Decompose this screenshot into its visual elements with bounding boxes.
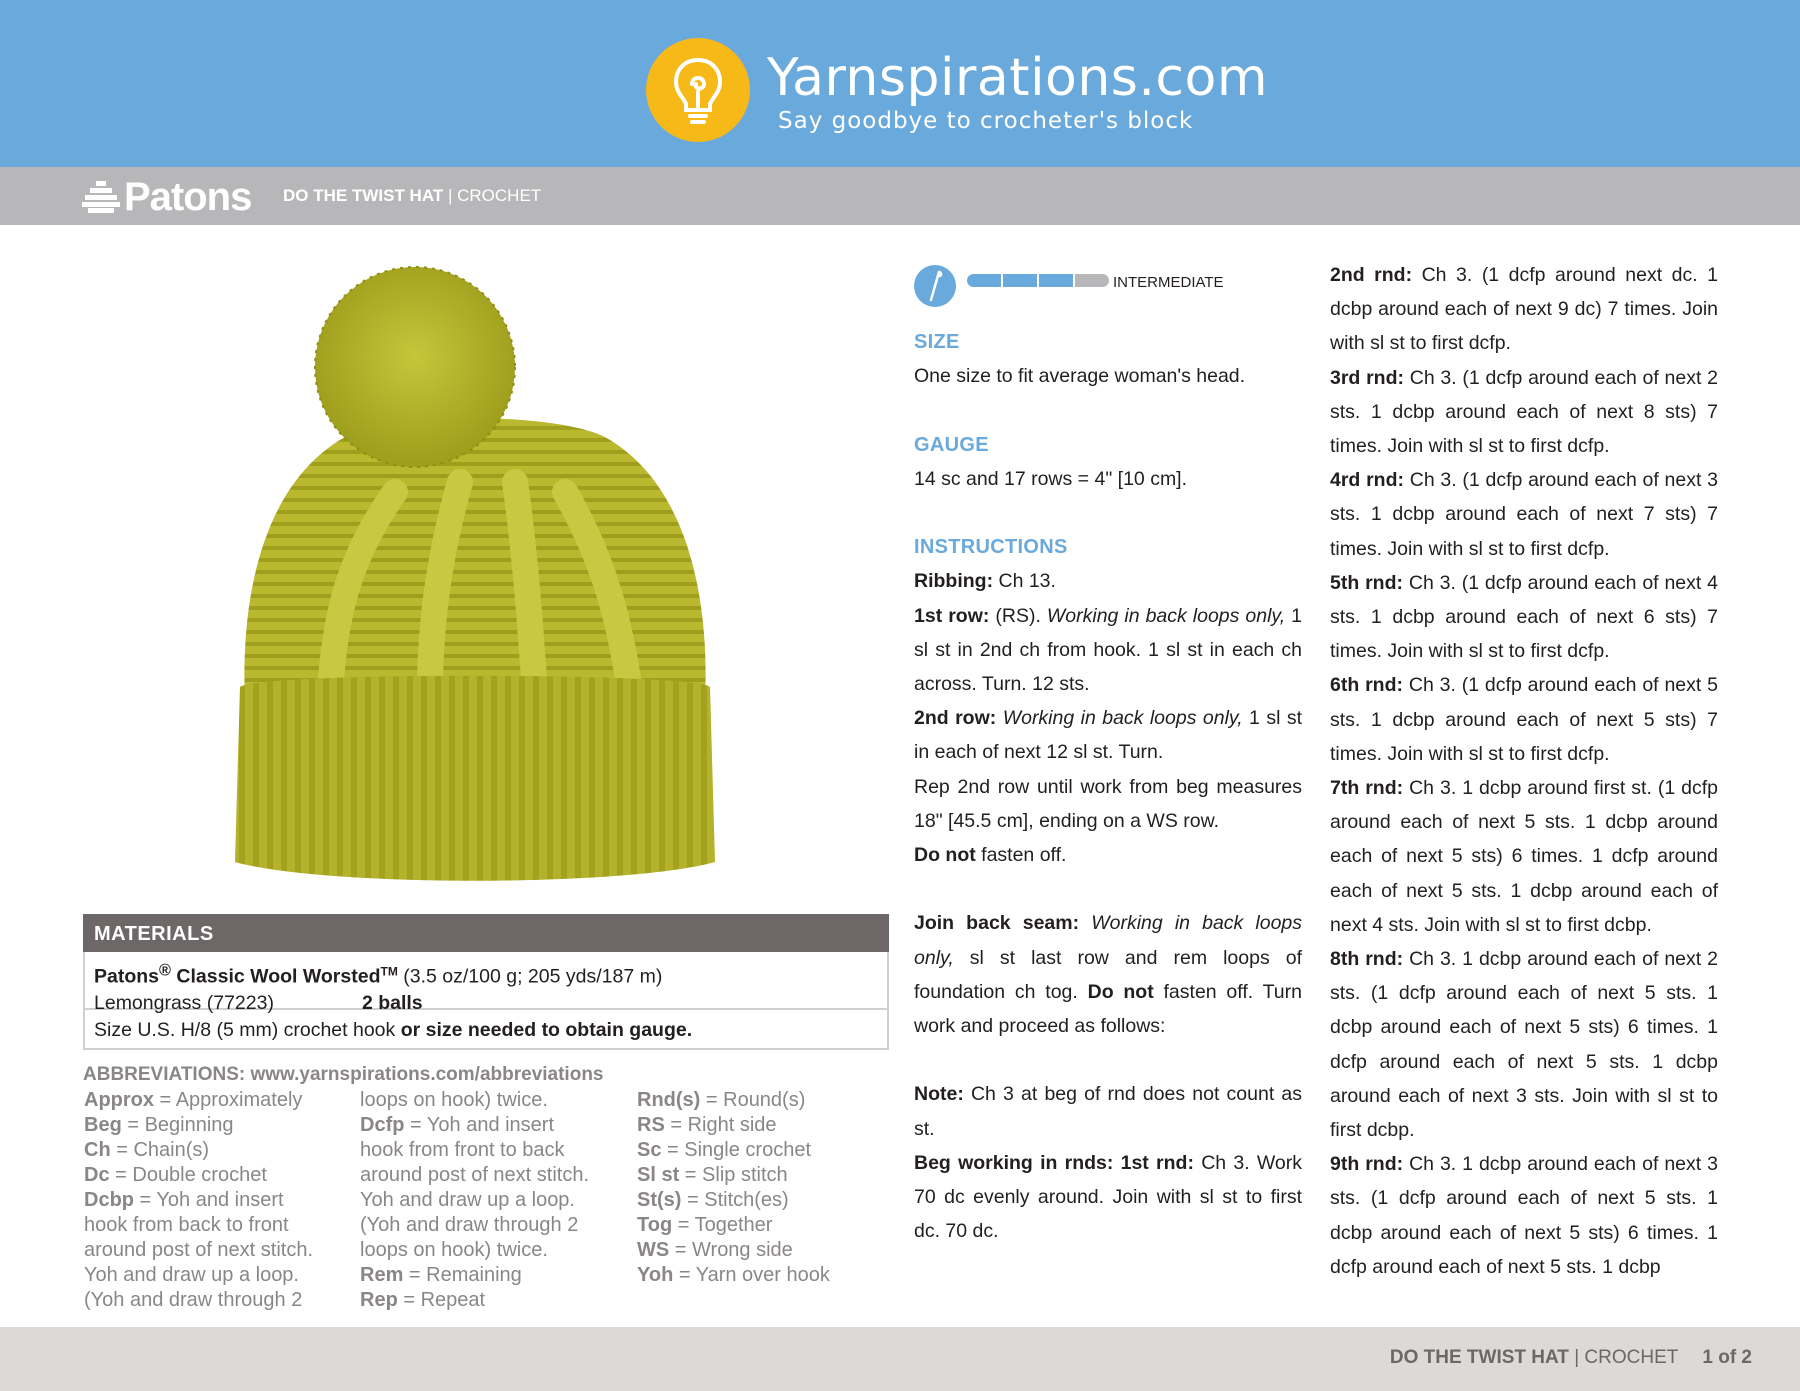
abbreviation-line: Yoh and draw up a loop. <box>360 1189 575 1211</box>
size-heading: SIZE <box>914 331 960 353</box>
row2-step: 2nd row: Working in back loops only, 1 sl st in each of next 12 sl st. Turn. <box>914 707 1302 764</box>
abbreviations-col-3 <box>637 1088 830 1288</box>
lightbulb-logo-icon <box>646 38 750 142</box>
row1-step: 1st row: (RS). Working in back loops only, 1 sl st in 2nd ch from hook. 1 sl st in each ch across. Turn. 12 sts. <box>914 604 1302 696</box>
abbreviation-line: WS = Wrong side <box>637 1239 793 1261</box>
abbreviations-heading[interactable]: ABBREVIATIONS: www.yarnspirations.com/abbreviations <box>83 1064 604 1085</box>
site-title[interactable]: Yarnspirations.com <box>767 48 1268 108</box>
abbreviation-line: hook from back to front <box>84 1214 289 1236</box>
materials-table <box>83 952 889 1050</box>
materials-yarn-row: Patons® Classic Wool Worsted™ (3.5 oz/100 g; 205 yds/187 m) Lemongrass (77223) 2 balls <box>85 952 887 1010</box>
patons-logo: Patons <box>82 177 251 217</box>
skill-level-label: INTERMEDIATE <box>1113 274 1224 291</box>
round-step: 2nd rnd: Ch 3. (1 dcfp around next dc. 1 dcbp around each of next 9 dc) 7 times. Join with sl st to first dcfp. <box>1330 264 1718 355</box>
rounds-column <box>1330 258 1718 1284</box>
yarn-color: Lemongrass (77223) <box>94 991 274 1014</box>
materials-heading: MATERIALS <box>83 914 889 952</box>
abbreviation-line: Beg = Beginning <box>84 1114 234 1136</box>
abbreviation-line: RS = Right side <box>637 1114 777 1136</box>
abbreviation-line: loops on hook) twice. <box>360 1089 548 1111</box>
page-footer <box>0 1327 1800 1391</box>
instructions-column <box>914 325 1302 1248</box>
abbreviation-line: Yoh and draw up a loop. <box>84 1264 299 1286</box>
patons-sheep-icon <box>82 181 120 213</box>
abbreviation-line: Ch = Chain(s) <box>84 1139 210 1161</box>
round-step: 7th rnd: Ch 3. 1 dcbp around first st. (1 dcfp around each of next 5 sts. 1 dcbp around each of next 5 sts) 6 times. 1 dcfp around each of next 5 sts. 1 dcbp around each of next 4 sts. Join with sl st to first dcbp. <box>1330 777 1718 936</box>
crochet-hook-icon <box>913 264 957 308</box>
abbreviation-line: Dcfp = Yoh and insert <box>360 1114 555 1136</box>
round-step: 3rd rnd: Ch 3. (1 dcfp around each of next 2 sts. 1 dcbp around each of next 8 sts) 7 times. Join with sl st to first dcfp. <box>1330 366 1718 458</box>
skill-segment <box>967 274 1001 287</box>
round-step: 5th rnd: Ch 3. (1 dcfp around each of next 4 sts. 1 dcbp around each of next 6 sts) 7 times. Join with sl st to first dcfp. <box>1330 571 1718 663</box>
size-text: One size to fit average woman's head. <box>914 365 1246 388</box>
abbreviation-line: St(s) = Stitch(es) <box>637 1189 789 1211</box>
abbreviation-line: loops on hook) twice. <box>360 1239 548 1261</box>
round-step: 4rd rnd: Ch 3. (1 dcfp around each of next 3 sts. 1 dcbp around each of next 7 sts) 7 times. Join with sl st to first dcfp. <box>1330 469 1718 560</box>
abbreviation-line: Approx = Approximately <box>84 1089 303 1111</box>
note-step: Note: Ch 3 at beg of rnd does not count as st. <box>914 1083 1302 1140</box>
site-tagline: Say goodbye to crocheter's block <box>778 108 1194 134</box>
hat-photo <box>225 262 725 892</box>
gauge-heading: GAUGE <box>914 433 989 456</box>
page-number: 1 of 2 <box>1702 1347 1752 1368</box>
abbreviation-line: Dc = Double crochet <box>84 1164 267 1186</box>
skill-segment <box>1003 274 1037 287</box>
round-step: 8th rnd: Ch 3. 1 dcbp around each of next 2 sts. (1 dcfp around each of next 5 sts. 1 dcbp around each of next 5 sts) 6 times. 1 dcfp around each of next 5 sts. 1 dcbp around each of next 3 sts. Join with sl st to first dcbp. <box>1330 948 1718 1142</box>
round-step: 9th rnd: Ch 3. 1 dcbp around each of next 3 sts. (1 dcfp around each of next 5 sts. 1 dcbp around each of next 5 sts) 6 times. 1 dcfp around each of next 5 sts. 1 dcbp <box>1330 1153 1718 1278</box>
ribbing-step: Ribbing: Ch 13. <box>914 570 1056 593</box>
abbreviation-line: Tog = Together <box>637 1214 773 1236</box>
abbreviation-line: Sl st = Slip stitch <box>637 1164 788 1186</box>
abbreviations-col-1 <box>84 1088 313 1313</box>
site-banner <box>0 0 1800 167</box>
abbreviations-col-2 <box>360 1088 589 1313</box>
abbreviation-line: Rem = Remaining <box>360 1264 522 1286</box>
abbreviation-line: around post of next stitch. <box>84 1239 314 1261</box>
yarn-quantity: 2 balls <box>361 991 423 1014</box>
abbreviation-line: Rep = Repeat <box>360 1289 486 1311</box>
skill-segment <box>1039 274 1073 287</box>
abbreviation-line: Rnd(s) = Round(s) <box>637 1089 806 1111</box>
instructions-heading: INSTRUCTIONS <box>914 536 1068 559</box>
abbreviation-line: (Yoh and draw through 2 <box>360 1214 579 1236</box>
abbreviation-line: hook from front to back <box>360 1139 565 1161</box>
join-seam-step: Join back seam: Working in back loops only, sl st last row and rem loops of foundation ch tog. Do not fasten off. Turn work and proceed as follows: <box>914 912 1303 1038</box>
pattern-title: DO THE TWIST HAT | CROCHET <box>283 186 542 205</box>
repeat-step: Rep 2nd row until work from beg measures 18" [45.5 cm], ending on a WS row. <box>914 775 1302 832</box>
materials-hook-row: Size U.S. H/8 (5 mm) crochet hook or size needed to obtain gauge. <box>94 1019 693 1041</box>
do-not-fasten: Do not fasten off. <box>914 844 1067 867</box>
abbreviation-line: around post of next stitch. <box>360 1164 590 1186</box>
abbreviation-line: Yoh = Yarn over hook <box>637 1264 830 1286</box>
round-step: 6th rnd: Ch 3. (1 dcfp around each of next 5 sts. 1 dcbp around each of next 5 sts) 7 times. Join with sl st to first dcfp. <box>1330 674 1718 765</box>
brand-bar <box>0 167 1800 225</box>
abbreviation-line: Sc = Single crochet <box>637 1139 811 1161</box>
skill-level-bar <box>967 274 1111 287</box>
gauge-text: 14 sc and 17 rows = 4" [10 cm]. <box>914 467 1188 490</box>
abbreviation-line: Dcbp = Yoh and insert <box>84 1189 284 1211</box>
footer-text: DO THE TWIST HAT | CROCHET 1 of 2 <box>1389 1347 1752 1368</box>
abbreviation-line: (Yoh and draw through 2 <box>84 1289 303 1311</box>
skill-segment-empty <box>1075 274 1109 287</box>
beg-rounds-step: Beg working in rnds: 1st rnd: Ch 3. Work 70 dc evenly around. Join with sl st to first dc. 70 dc. <box>914 1151 1302 1243</box>
